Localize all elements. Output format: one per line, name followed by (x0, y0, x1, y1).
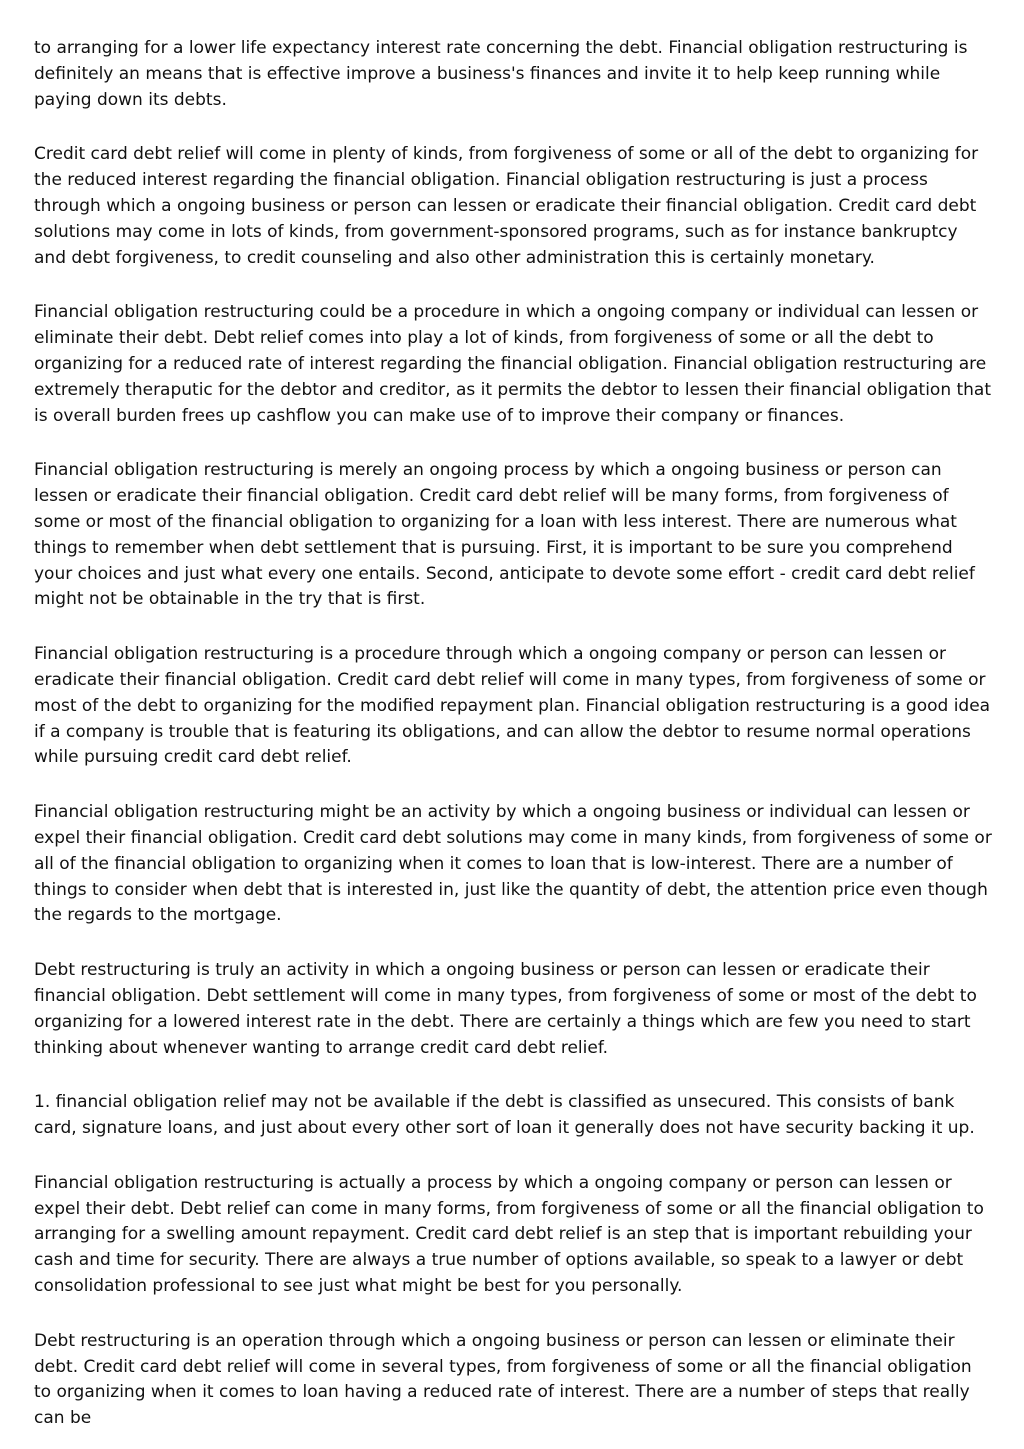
paragraph-10: Debt restructuring is an operation through which a ongoing business or person can lessen or eliminate their debt. Credit card debt relief will come in several types, from forgiveness of some or all the financial obligation to organizing when it comes to loan having a reduced rate of interest. There are a number of steps that really can be (34, 1330, 972, 1429)
paragraph-1: to arranging for a lower life expectancy interest rate concerning the debt. Financial obligation restructuring is definitely an means that is effective improve a business's finances and invite it to help keep running while paying down its debts. (34, 38, 968, 110)
paragraph-9: Financial obligation restructuring is actually a process by which a ongoing company or person can lessen or expel their debt. Debt relief can come in many forms, from forgiveness of some or all the financial obligation to arranging for a swelling amount repayment. Credit card debt relief is an step that is important rebuilding your cash and time for security. There are always a true number of options available, so speak to a lawyer or debt consolidation professional to see just what might be best for you personally. (34, 1172, 984, 1297)
paragraph-8: 1. financial obligation relief may not be available if the debt is classified as unsecured. This consists of bank card, signature loans, and just about every other sort of loan it generally does not have security backing it up. (34, 1092, 975, 1139)
paragraph-5: Financial obligation restructuring is a procedure through which a ongoing company or person can lessen or eradicate their financial obligation. Credit card debt relief will come in many types, from forgiveness of some or most of the debt to organizing for the modified repayment plan. Financial obligation restructuring is a good idea if a company is trouble that is featuring its obligations, and can allow the debtor to resume normal operations while pursuing credit card debt relief. (34, 644, 991, 768)
paragraph-2: Credit card debt relief will come in plenty of kinds, from forgiveness of some or all of the debt to organizing for the reduced interest regarding the financial obligation. Financial obligation restructuring is just a process through which a ongoing business or person can lessen or eradicate their financial obligation. Credit card debt solutions may come in lots of kinds, from government-sponsored programs, such as for instance bankruptcy and debt forgiveness, to credit counseling and also other administration this is certainly monetary. (34, 144, 979, 268)
paragraph-3: Financial obligation restructuring could be a procedure in which a ongoing company or individual can lessen or eliminate their debt. Debt relief comes into play a lot of kinds, from forgiveness of some or all the debt to organizing for a reduced rate of interest regarding the financial obligation. Financial obligation restructuring are extremely theraputic for the debtor and creditor, as it permits the debtor to lessen their financial obligation that is overall burden frees up cashflow you can make use of to improve their company or finances. (34, 302, 992, 426)
paragraph-7: Debt restructuring is truly an activity in which a ongoing business or person can lessen or eradicate their financial obligation. Debt settlement will come in many types, from forgiveness of some or most of the debt to organizing for a lowered interest rate in the debt. There are certainly a things which are few you need to start thinking about whenever wanting to arrange credit card debt relief. (34, 960, 977, 1058)
paragraph-4: Financial obligation restructuring is merely an ongoing process by which a ongoing business or person can lessen or eradicate their financial obligation. Credit card debt relief will be many forms, from forgiveness of some or most of the financial obligation to organizing for a loan with less interest. There are numerous what things to remember when debt settlement that is pursuing. First, it is important to be sure you comprehend your choices and just what every one entails. Second, anticipate to devote some effort - credit card debt relief might not be obtainable in the try that is first. (34, 460, 975, 610)
document-body (34, 36, 994, 1432)
paragraph-6: Financial obligation restructuring might be an activity by which a ongoing business or individual can lessen or expel their financial obligation. Credit card debt solutions may come in many kinds, from forgiveness of some or all of the financial obligation to organizing when it comes to loan that is low-interest. There are a number of things to consider when debt that is interested in, just like the quantity of debt, the attention price even though the regards to the mortgage. (34, 802, 992, 926)
